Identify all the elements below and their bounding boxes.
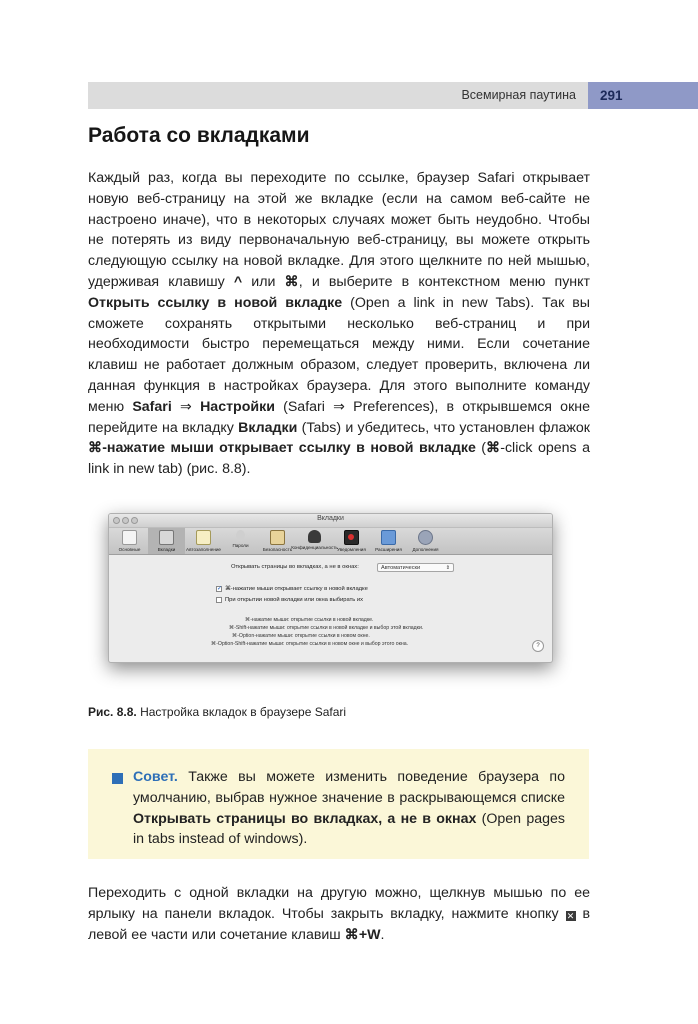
open-pages-label: Открывать страницы во вкладках, а не в окнах: bbox=[231, 564, 359, 570]
toolbar-item-autofill: Автозаполнение bbox=[185, 528, 222, 554]
cmd-key-glyph: ⌘ bbox=[284, 273, 299, 290]
checkbox-cmd-click-label: ⌘-нажатие мыши открывает ссылку в новой вкладке bbox=[225, 586, 368, 592]
tip-marker-icon bbox=[112, 773, 123, 784]
preferences-toolbar bbox=[109, 528, 552, 555]
gear-icon bbox=[418, 530, 433, 545]
tabs-icon bbox=[159, 530, 174, 545]
puzzle-icon bbox=[381, 530, 396, 545]
notification-icon bbox=[344, 530, 359, 545]
key-icon bbox=[236, 530, 245, 541]
tip-text: Совет. Также вы можете изменить поведение браузера по умолчанию, выбрав нужное значение в раскрывающемся списке Открывать страницы во вкладках, а не в окнах (Open pages in tabs instead of windows). bbox=[133, 769, 565, 848]
checkbox-select-new-tab-label: При открытии новой вкладки или окна выбирать их bbox=[225, 597, 364, 603]
toolbar-item-security: Безопасность bbox=[259, 528, 296, 554]
help-button: ? bbox=[532, 640, 544, 652]
switch-icon bbox=[122, 530, 137, 545]
section-heading: Работа со вкладками bbox=[88, 124, 310, 147]
checkbox-cmd-click: ✓ bbox=[217, 586, 223, 592]
toolbar-item-general: Основные bbox=[111, 528, 148, 554]
figure-caption: Рис. 8.8. Настройка вкладок в браузере Safari bbox=[88, 705, 347, 719]
pencil-icon bbox=[196, 530, 211, 545]
hint-line: ⌘-Option-Shift-нажатие мыши: открытие ссылки в новом окне и выбор этого окна. bbox=[211, 641, 409, 647]
toolbar-item-advanced: Дополнения bbox=[407, 528, 444, 554]
figure-label: Рис. 8.8. bbox=[88, 705, 137, 719]
toolbar-item-passwords: Пароли bbox=[222, 528, 259, 554]
window-title: Вкладки bbox=[317, 515, 344, 522]
person-icon bbox=[308, 530, 321, 543]
tip-label: Совет. bbox=[133, 769, 178, 785]
tabs-pane bbox=[109, 555, 552, 662]
toolbar-item-tabs: Вкладки bbox=[148, 528, 185, 554]
cmd-key-glyph: ⌘ bbox=[486, 440, 501, 457]
section-title: Всемирная паутина bbox=[461, 88, 576, 102]
toolbar-item-privacy: Конфиденциальность bbox=[296, 528, 333, 554]
hint-line: ⌘-Option-нажатие мыши: открытие ссылки в новом окне. bbox=[232, 633, 370, 639]
window-titlebar bbox=[109, 514, 552, 528]
paragraph-switching-tabs: Переходить с одной вкладки на другую можно, щелкнув мышью по ее ярлыку на панели вкладок. Чтобы закрыть вкладку, нажмите кнопку ✕ в левой ее части или сочетание клавиш ⌘+W. bbox=[88, 885, 591, 943]
safari-preferences-screenshot bbox=[108, 513, 553, 663]
hint-line: ⌘-нажатие мыши: открытие ссылки в новой вкладке. bbox=[245, 617, 374, 623]
hint-line: ⌘-Shift-нажатие мыши: открытие ссылки в новой вкладке и выбор этой вкладки. bbox=[229, 625, 424, 631]
ctrl-key-glyph: ^ bbox=[233, 273, 243, 290]
close-tab-icon: ✕ bbox=[566, 910, 575, 921]
page-number: 291 bbox=[588, 82, 698, 109]
select-arrows-icon: ⇕ bbox=[445, 565, 450, 571]
open-pages-select: Автоматически ⇕ bbox=[377, 563, 454, 572]
paragraph-intro: Каждый раз, когда вы переходите по ссылке, браузер Safari открывает новую веб-страницу на этой же вкладке (если на самом веб-сайте не настроено иначе), что в некоторых случаях может быть неудобно. Чтобы не потерять из виду первоначальную веб-страницу, вы можете открыть следующую ссылку на новой вкладке. Для этого щелкните по ней мышью, удерживая клавишу ^ или ⌘, и выберите в контекстном меню пункт Открыть ссылку в новой вкладке (Open a link in new Tabs). Так вы сможете сохранять открытыми несколько веб-страниц и при необходимости быстро перемещаться между ними. Если сочетание клавиш не работает должным образом, следует проверить, включена ли данная функция в настройках браузера. Для этого выполните команду меню Safari ⇒ Настройки (Safari ⇒ Preferences), в открывшемся окне перейдите на вкладку Вкладки (Tabs) и убедитесь, что установлен флажок ⌘-нажатие мыши открывает ссылку в новой вкладке (⌘-click opens a link in new tab) (рис. 8.8). bbox=[88, 170, 591, 478]
toolbar-item-extensions: Расширения bbox=[370, 528, 407, 554]
running-header bbox=[88, 82, 588, 109]
checkbox-select-new-tab bbox=[216, 597, 222, 603]
lock-icon bbox=[270, 530, 285, 545]
toolbar-item-notifications: Уведомления bbox=[333, 528, 370, 554]
